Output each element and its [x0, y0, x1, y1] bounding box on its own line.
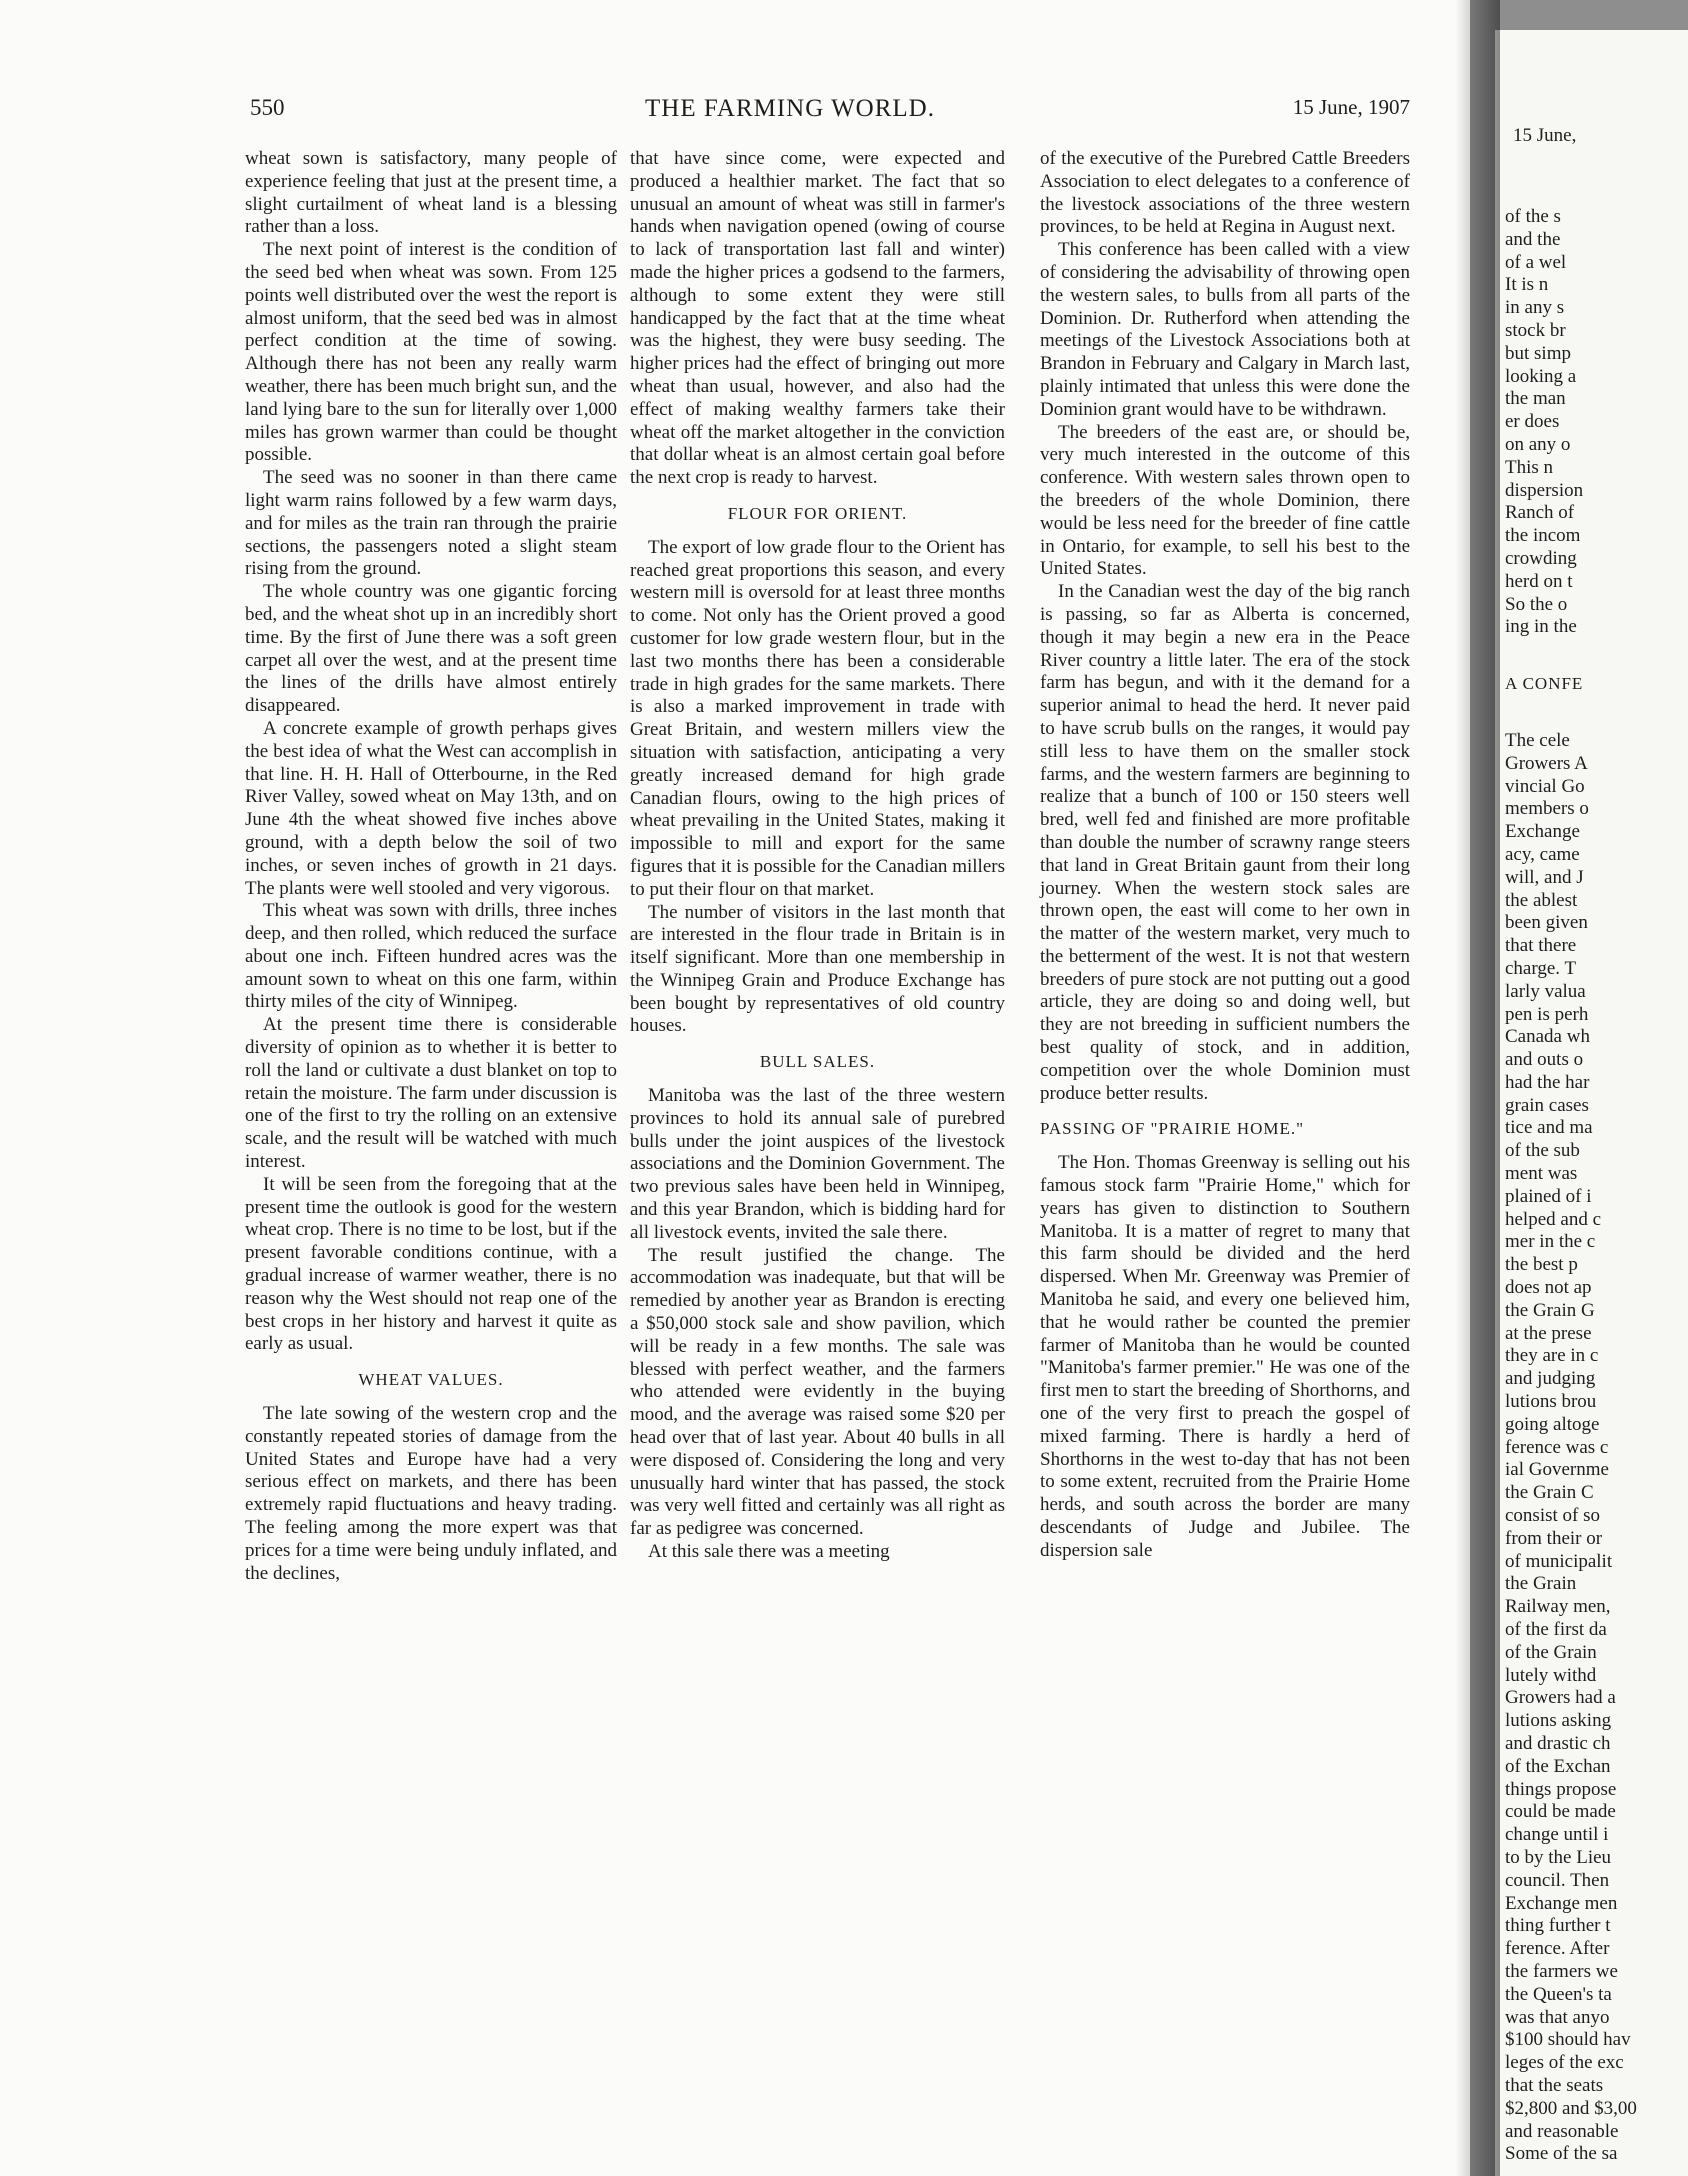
- column-1: [245, 148, 617, 1585]
- text-line: and outs o: [1505, 1049, 1584, 1071]
- text-line: the Grain G: [1505, 1299, 1595, 1321]
- text-line: of municipalit: [1505, 1550, 1613, 1572]
- text-line: that the seats: [1505, 2074, 1604, 2096]
- paragraph: The seed was no sooner in than there came light warm rains followed by a few warm days, and for miles as the train ran through the prairie sections, the passengers noted a slight steam rising from the ground.: [245, 467, 617, 580]
- text-line: grain cases: [1505, 1094, 1589, 1116]
- text-line: Some of the sa: [1505, 2143, 1618, 2165]
- text-line: had the har: [1505, 1071, 1590, 1093]
- text-line: lutions asking: [1505, 1710, 1612, 1732]
- section-heading: BULL SALES.: [759, 1052, 876, 1072]
- text-line: lutions brou: [1505, 1391, 1597, 1413]
- text-line: to by the Lieu: [1505, 1846, 1612, 1868]
- text-line: of the sub: [1505, 1140, 1580, 1162]
- text-line: vincial Go: [1505, 775, 1585, 797]
- text-line: helped and c: [1505, 1208, 1602, 1230]
- text-line: So the o: [1505, 593, 1568, 615]
- section-heading: FLOUR FOR ORIENT.: [727, 503, 908, 523]
- text-line: $2,800 and $3,00: [1505, 2097, 1637, 2119]
- right-page-edge: [1495, 30, 1688, 2176]
- text-line: Ranch of: [1505, 502, 1575, 524]
- paragraph: The next point of interest is the condition of the seed bed when wheat was sown. From 125 points well distributed over the west the report is almost uniform, that the seed bed was in almost perfect condition at the time of sowing. Although there has not been any really warm weather, there has been much bright sun, and the land lying bare to the sun for literally over 1,000 miles has grown warmer than could be thought possible.: [245, 239, 617, 466]
- page-header: [250, 95, 1410, 135]
- text-line: The cele: [1505, 729, 1570, 751]
- text-line: Canada wh: [1505, 1026, 1590, 1048]
- text-line: plained of i: [1505, 1185, 1592, 1207]
- page-number: 550: [250, 95, 285, 120]
- text-line: the man: [1505, 388, 1566, 410]
- column-2: [630, 148, 1005, 1564]
- text-line: charge. T: [1505, 957, 1577, 979]
- text-line: $100 should hav: [1505, 2029, 1631, 2051]
- paragraph: The export of low grade flour to the Orient has reached great proportions this season, and every western mill is oversold for at least three months to come. Not only has the Orient proved a good customer for low grade western flour, but in the last two months there has been a considerable trade in high grades for the same markets. There is also a marked improvement in trade with Great Britain, and western millers view the situation with satisfaction, anticipating a very greatly increased demand for high grade Canadian flours, owing to the high prices of wheat prevailing in the United States, making it impossible to mill and export for the same figures that it is possible for the Canadian millers to put their flour on that market.: [630, 536, 1005, 900]
- text-line: the ablest: [1505, 889, 1578, 911]
- text-line: the best p: [1505, 1254, 1578, 1276]
- text-line: Growers A: [1505, 752, 1588, 774]
- paragraph: that have since come, were expected and produced a healthier market. The fact that so unusual an amount of wheat was still in farmer's hands when navigation opened (owing of course to lack of transportation last fall and winter) made the higher prices a godsend to the farmers, although to some extent they were still handicapped by the fact that at the time wheat was the highest, they were busy seeding. The higher prices had the effect of bringing out more wheat than usual, however, and also had the effect of making wealthy farmers take their wheat off the market altogether in the conviction that dollar wheat is an almost certain goal before the next crop is ready to harvest.: [630, 148, 1005, 489]
- paragraph: This conference has been called with a view of considering the advisability of throwing open the western sales, to bulls from all parts of the Dominion. Dr. Rutherford when attending the meetings of the Livestock Associations both at Brandon in February and Calgary in March last, plainly intimated that unless this were done the Dominion grant would have to be withdrawn.: [1040, 239, 1410, 420]
- gutter-shadow: [1455, 0, 1500, 2176]
- paragraph: It will be seen from the foregoing that at the present time the outlook is good for the western wheat crop. There is no time to be lost, but if the present favorable conditions continue, with a gradual increase of warmer weather, there is no reason why the West should not reap one of the best crops in her history and harvest it quite as early as usual.: [245, 1173, 617, 1355]
- text-line: This n: [1505, 456, 1554, 478]
- text-line: stock br: [1505, 319, 1566, 341]
- text-line: the Grain C: [1505, 1482, 1594, 1504]
- text-line: pen is perh: [1505, 1003, 1589, 1025]
- paragraph: The late sowing of the western crop and the constantly repeated stories of damage from the United States and Europe have had a very serious effect on markets, and there has been extremely rapid fluctuations and heavy trading. The feeling among the more expert was that prices for a time were being unduly inflated, and the declines,: [245, 1403, 617, 1584]
- text-line: herd on t: [1505, 570, 1573, 592]
- text-line: acy, came: [1505, 843, 1580, 865]
- text-line: that there: [1505, 935, 1577, 957]
- text-line: dispersion: [1505, 479, 1584, 501]
- text-line: tice and ma: [1505, 1117, 1593, 1139]
- text-line: Railway men,: [1505, 1596, 1611, 1618]
- section-heading: PASSING OF "PRAIRIE HOME.": [1040, 1119, 1305, 1139]
- text-line: was that anyo: [1505, 2006, 1610, 2028]
- text-line: been given: [1505, 912, 1588, 934]
- text-line: of the s: [1505, 206, 1561, 227]
- text-line: crowding: [1505, 547, 1577, 569]
- text-line: leges of the exc: [1505, 2052, 1624, 2074]
- text-line: of the first da: [1505, 1619, 1607, 1641]
- text-line: of the Exchan: [1505, 1755, 1611, 1777]
- text-line: Growers had a: [1505, 1687, 1616, 1709]
- right-page-text: [1505, 206, 1688, 2166]
- text-line: Exchange: [1505, 821, 1580, 843]
- text-line: of the Grain: [1505, 1641, 1597, 1663]
- paragraph: At the present time there is considerable diversity of opinion as to whether it is better to roll the land or cultivate a dust blanket on top to retain the moisture. The farm under discussion is one of the first to try the rolling on an extensive scale, and the result will be watched with much interest.: [245, 1014, 617, 1173]
- text-line: er does: [1505, 411, 1560, 433]
- paragraph: The whole country was one gigantic forcing bed, and the wheat shot up in an incredibly short time. By the first of June there was a soft green carpet all over the west, and at the present time the lines of the drills have almost entirely disappeared.: [245, 581, 617, 717]
- text-line: ference. After: [1505, 1938, 1610, 1960]
- text-line: the Grain: [1505, 1573, 1577, 1595]
- text-line: ment was: [1505, 1163, 1578, 1185]
- text-line: larly valua: [1505, 980, 1586, 1002]
- text-line: things propose: [1505, 1778, 1617, 1800]
- text-line: looking a: [1505, 365, 1577, 387]
- text-line: and drastic ch: [1505, 1733, 1611, 1754]
- paragraph: of the executive of the Purebred Cattle Breeders Association to elect delegates to a conference of the livestock associations of the three western provinces, to be held at Regina in August next.: [1040, 148, 1410, 238]
- column-3: [1040, 148, 1410, 1563]
- text-line: the Queen's ta: [1505, 1983, 1612, 2005]
- text-line: thing further t: [1505, 1915, 1611, 1937]
- paragraph: The breeders of the east are, or should be, very much interested in the outcome of this conference. With western sales thrown open to the breeders of the whole Dominion, there would be less need for the breeder of fine cattle in Ontario, for example, to sell his best to the United States.: [1040, 421, 1410, 580]
- text-line: ference was c: [1505, 1436, 1609, 1458]
- text-line: but simp: [1505, 342, 1571, 364]
- text-line: they are in c: [1505, 1345, 1599, 1367]
- text-line: in any s: [1505, 297, 1565, 319]
- paragraph: wheat sown is satisfactory, many people of experience feeling that just at the present time, a slight curtailment of wheat land is a blessing rather than a loss.: [245, 148, 617, 238]
- text-line: ial Governme: [1505, 1459, 1609, 1481]
- paragraph: The number of visitors in the last month that are interested in the flour trade in Britain is in itself significant. More than one membership in the Winnipeg Grain and Produce Exchange has been bought by representatives of old country houses.: [630, 901, 1005, 1037]
- text-line: council. Then: [1505, 1869, 1610, 1891]
- text-line: and judging: [1505, 1368, 1596, 1390]
- text-line: does not ap: [1505, 1277, 1592, 1299]
- text-line: on any o: [1505, 433, 1571, 455]
- section-heading: WHEAT VALUES.: [358, 1370, 504, 1390]
- text-line: lutely withd: [1505, 1664, 1597, 1686]
- text-line: the farmers we: [1505, 1960, 1618, 1982]
- running-title: THE FARMING WORLD.: [645, 95, 935, 122]
- text-line: It is n: [1505, 274, 1549, 296]
- text-line: from their or: [1505, 1527, 1603, 1549]
- text-line: the incom: [1505, 525, 1581, 547]
- text-line: and reasonable: [1505, 2120, 1619, 2142]
- paragraph: At this sale there was a meeting: [648, 1541, 890, 1563]
- paragraph: This wheat was sown with drills, three inches deep, and then rolled, which reduced the surface about one inch. Fifteen hundred acres was the amount sown to wheat on this one farm, within thirty miles of the city of Winnipeg.: [245, 900, 617, 1013]
- section-heading: A CONFE: [1505, 674, 1584, 694]
- paragraph: In the Canadian west the day of the big ranch is passing, so far as Alberta is concerned, though it may begin a new era in the Peace River country a little later. The era of the stock farm has begun, and with it the demand for a superior animal to head the herd. It never paid to have scrub bulls on the ranges, it would pay still less to have them on the smaller stock farms, and the western farmers are beginning to realize that a bunch of 100 or 150 steers well bred, well fed and finished are more profitable than double the number of scrawny range steers that land in Great Britain gaunt from their long journey. When the western stock sales are thrown open, the east will come to her own in the matter of the western market, very much to the betterment of the west. It is not that western breeders of pure stock are not putting out a good article, they are doing so and doing well, but they are not breeding in sufficient numbers the best quality of stock, and in addition, competition over the whole Dominion must produce better results.: [1040, 581, 1410, 1104]
- text-line: going altoge: [1505, 1413, 1600, 1435]
- paragraph: A concrete example of growth perhaps gives the best idea of what the West can accomplish in that line. H. H. Hall of Otterbourne, in the Red River Valley, sowed wheat on May 13th, and on June 4th the wheat showed five inches above ground, with a depth below the soil of two inches, or seven inches of growth in 21 days. The plants were well stooled and very vigorous.: [245, 717, 617, 899]
- text-line: mer in the c: [1505, 1231, 1596, 1253]
- text-line: will, and J: [1505, 866, 1584, 888]
- text-line: consist of so: [1505, 1505, 1600, 1527]
- text-line: could be made: [1505, 1801, 1616, 1823]
- text-line: at the prese: [1505, 1322, 1592, 1344]
- text-line: of a wel: [1505, 251, 1567, 273]
- text-line: and the: [1505, 228, 1561, 250]
- text-line: ing in the: [1505, 616, 1577, 638]
- text-line: Exchange men: [1505, 1892, 1618, 1914]
- paragraph: The Hon. Thomas Greenway is selling out his famous stock farm "Prairie Home," which for years has given to distinction to Southern Manitoba. It is a matter of regret to many that this farm should be divided and the herd dispersed. When Mr. Greenway was Premier of Manitoba he said, and every one believed him, that he would rather be counted the premier farmer of Manitoba than he would be counted "Manitoba's farmer premier." He was one of the first men to start the breeding of Shorthorns, and one of the very first to preach the gospel of mixed farming. There is hardly a herd of Shorthorns in the west to-day that has not been to some extent, recruited from the Prairie Home herds, and south across the border are many descendants of Judge and Jubilee. The dispersion sale: [1040, 1152, 1410, 1561]
- issue-date: 15 June, 1907: [1292, 95, 1410, 119]
- text-line: change until i: [1505, 1824, 1609, 1846]
- text-line: members o: [1505, 798, 1589, 820]
- right-page-header: 15 June,: [1513, 125, 1577, 146]
- paragraph: Manitoba was the last of the three western provinces to hold its annual sale of purebred bulls under the joint auspices of the livestock associations and the Dominion Government. The two previous sales have been held in Winnipeg, and this year Brandon, which is bidding hard for all livestock events, invited the sale there.: [630, 1085, 1005, 1243]
- paragraph: The result justified the change. The accommodation was inadequate, but that will be remedied by another year as Brandon is erecting a $50,000 stock sale and show pavilion, which will be ready in a few months. The sale was blessed with perfect weather, and the farmers who attended were evidently in the buying mood, and the average was raised some $20 per head over that of last year. About 40 bulls in all were disposed of. Considering the long and very unusually hard winter that has passed, the stock was very well fitted and certainly was all right as far as pedigree was concerned.: [630, 1244, 1005, 1540]
